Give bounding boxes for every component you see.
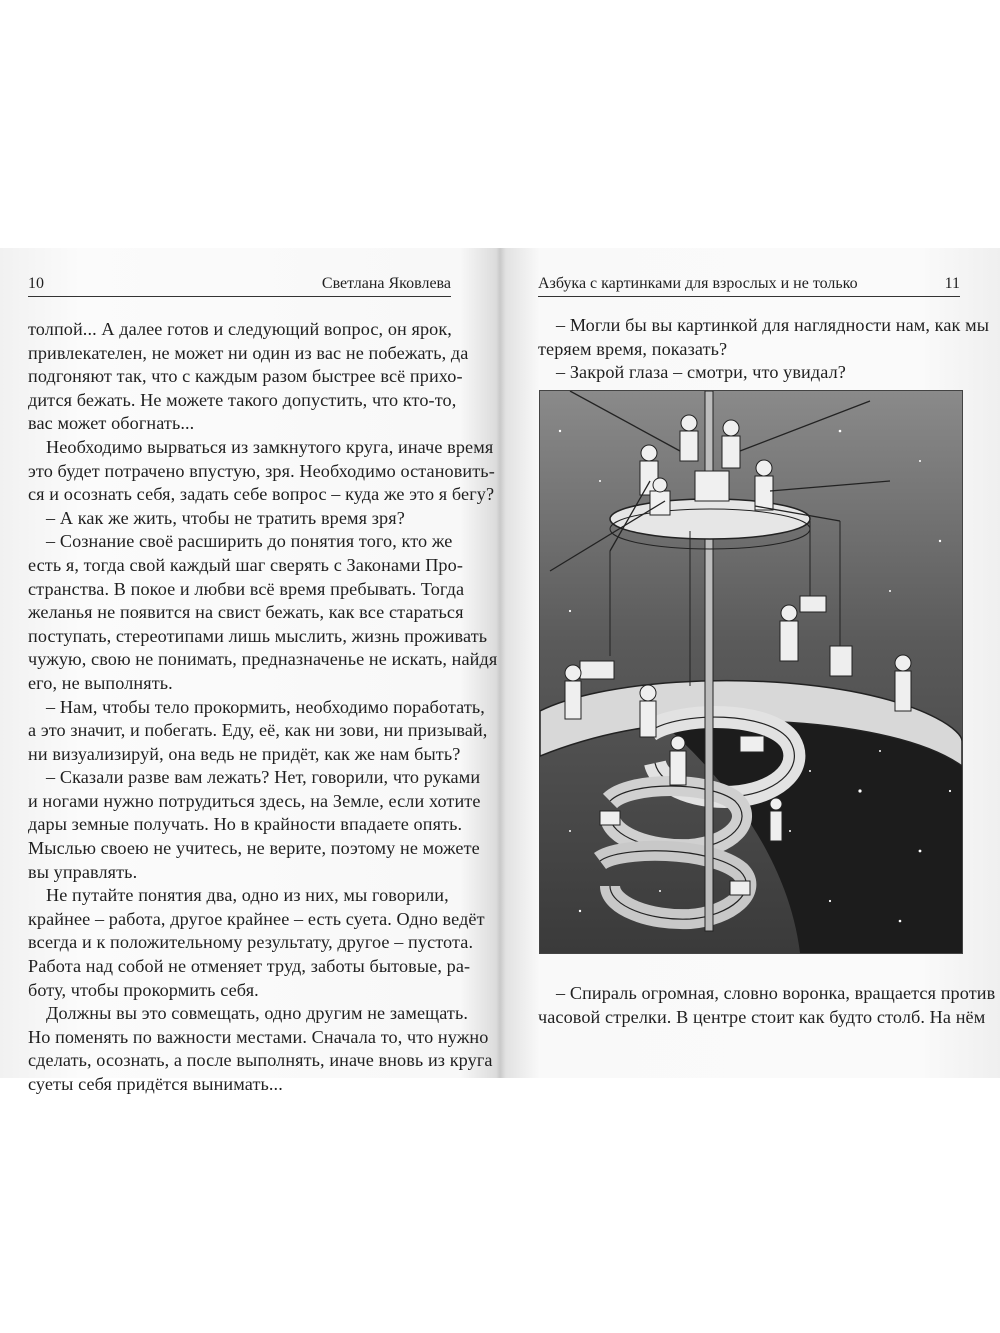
- text-line: – Сказали разве вам лежать? Нет, говорили, что руками: [46, 767, 481, 788]
- left-body-text: [28, 318, 498, 1097]
- text-line: суеты себя придётся вынимать...: [28, 1074, 283, 1094]
- text-line: желанья не появится на свист бежать, как все стараться: [28, 602, 464, 623]
- right-running-head: [538, 274, 960, 297]
- text-line: – Спираль огромная, словно воронка, вращается против: [556, 983, 996, 1003]
- text-line: его, не выполнять.: [28, 672, 173, 693]
- author-name: Светлана Яковлева: [321, 275, 451, 292]
- book-spread: [0, 248, 1000, 1094]
- text-line: – Сознание своё расширить до понятия того, кто же: [46, 531, 453, 552]
- text-line: дары земные получать. Но в крайности впадаете опять.: [28, 814, 463, 835]
- text-line: это будет потрачено впустую, зря. Необходимо остановить-: [28, 460, 495, 481]
- text-line: – А как же жить, чтобы не тратить время зря?: [46, 507, 405, 528]
- text-line: и ногами нужно потрудиться здесь, на Земле, если хотите: [28, 790, 481, 811]
- text-line: привлекателен, не может ни один из вас не побежать, да: [28, 342, 469, 363]
- text-line: есть я, тогда свой каждый шаг сверять с Законами Про-: [28, 554, 463, 575]
- text-line: Необходимо вырваться из замкнутого круга, иначе время: [46, 436, 494, 457]
- text-line: подгоняют так, что с каждым разом быстрее всё прихо-: [28, 366, 463, 387]
- text-line: – Могли бы вы картинкой для наглядности нам, как мы: [556, 315, 990, 335]
- page-number-right: 11: [944, 275, 960, 292]
- text-line: – Нам, чтобы тело прокормить, необходимо поработать,: [46, 696, 485, 717]
- book-title: Азбука с картинками для взрослых и не только: [538, 275, 858, 292]
- left-page: [0, 248, 498, 1094]
- right-body-text-top: [538, 314, 990, 385]
- text-line: Должны вы это совмещать, одно другим не замещать.: [46, 1003, 469, 1024]
- text-line: Работа над собой не отменяет труд, заботы бытовые, ра-: [28, 956, 471, 977]
- text-line: толпой... А далее готов и следующий вопрос, он ярок,: [28, 319, 452, 339]
- page-number-left: 10: [28, 275, 44, 292]
- text-line: – Закрой глаза – смотри, что увидал?: [556, 362, 846, 383]
- text-line: крайнее – работа, другое крайнее – есть суета. Одно ведёт: [28, 908, 485, 929]
- right-page: [505, 248, 1000, 1078]
- text-line: ся и осознать себя, задать себе вопрос – куда же это я бегу?: [28, 484, 495, 505]
- right-body-text-bottom: [538, 982, 996, 1029]
- text-line: всегда и к положительному результату, другое – пустота.: [28, 932, 474, 953]
- text-line: ни визуализируй, она ведь не придёт, как же нам быть?: [28, 743, 461, 764]
- text-line: а это значит, и побегать. Еду, её, как ни зови, ни призывай,: [28, 720, 488, 741]
- text-line: часовой стрелки. В центре стоит как будто столб. На нём: [538, 1006, 986, 1027]
- text-line: странства. В покое и любви всё время пребывать. Тогда: [28, 578, 465, 599]
- text-line: Не путайте понятия два, одно из них, мы говорили,: [46, 885, 449, 906]
- text-line: поступать, стереотипами лишь мыслить, жизнь проживать: [28, 625, 488, 646]
- spiral-illustration: [539, 390, 963, 954]
- text-line: Мыслью своею не учитесь, не верите, поэтому не можете: [28, 838, 480, 859]
- text-line: Но поменять по важности местами. Сначала то, что нужно: [28, 1026, 489, 1047]
- text-line: чужую, свою не понимать, предназначенье не искать, найдя: [28, 649, 498, 670]
- left-running-head: [28, 274, 451, 297]
- text-line: боту, чтобы прокормить себя.: [28, 979, 259, 1000]
- text-line: сделать, осознать, а после выполнять, иначе вновь из круга: [28, 1050, 493, 1071]
- text-line: дится бежать. Не можете такого допустить, что кто-то,: [28, 389, 457, 410]
- text-line: вас может обогнать...: [28, 413, 195, 434]
- text-line: теряем время, показать?: [538, 338, 728, 359]
- text-line: вы управлять.: [28, 861, 138, 882]
